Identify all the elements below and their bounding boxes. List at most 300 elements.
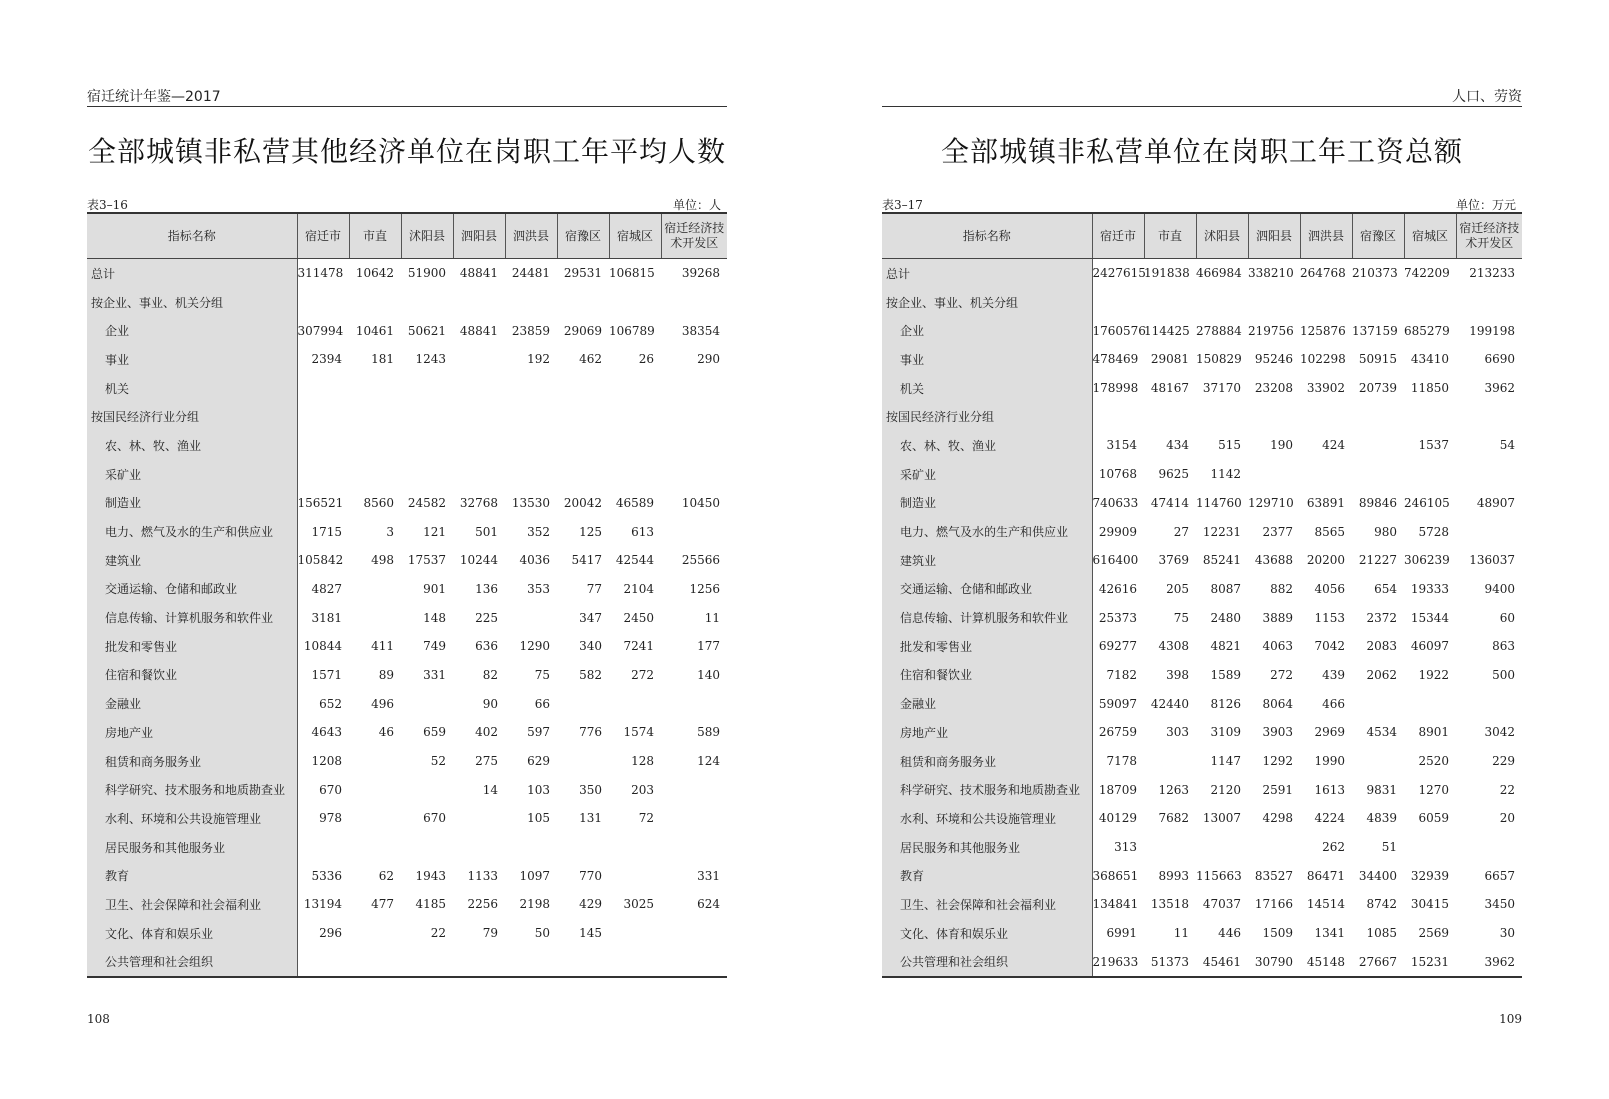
table-cell: 10642 — [355, 266, 394, 281]
table-cell: 83527 — [1254, 868, 1293, 883]
table-cell: 1133 — [467, 868, 498, 883]
table-cell — [453, 374, 505, 403]
table-cell: 27667 — [1358, 954, 1397, 969]
table-cell: 21227 — [1358, 553, 1397, 568]
table-cell: 303 — [1166, 725, 1189, 740]
row-label: 批发和零售业 — [882, 632, 1092, 661]
table-cell: 307994 — [297, 323, 344, 338]
table-cell: 69277 — [1098, 639, 1137, 654]
table-cell — [609, 689, 661, 718]
table-cell — [297, 460, 349, 489]
table-cell: 10450 — [681, 495, 720, 510]
table-cell: 685279 — [1404, 323, 1450, 338]
table-cell: 1270 — [1418, 782, 1449, 797]
table-cell: 4224 — [1314, 811, 1345, 826]
column-header: 宿迁市 — [1092, 213, 1144, 259]
row-label: 水利、环境和公共设施管理业 — [882, 804, 1092, 833]
table-cell: 4839 — [1366, 811, 1397, 826]
table-cell: 3889 — [1262, 610, 1293, 625]
row-label: 信息传输、计算机服务和软件业 — [882, 603, 1092, 632]
table-cell: 275 — [475, 754, 498, 769]
table-cell: 13194 — [303, 897, 342, 912]
row-label: 租赁和商务服务业 — [87, 747, 297, 776]
table-row — [87, 460, 727, 489]
table-row — [882, 833, 1522, 862]
table-cell: 86471 — [1306, 868, 1345, 883]
table-cell: 47037 — [1202, 897, 1241, 912]
row-label: 电力、燃气及水的生产和供应业 — [882, 517, 1092, 546]
table-cell: 219756 — [1248, 323, 1294, 338]
table-cell: 6991 — [1106, 926, 1137, 941]
table-cell — [505, 402, 557, 431]
table-cell: 1243 — [415, 352, 446, 367]
table-cell: 1715 — [311, 524, 342, 539]
table-cell: 770 — [579, 868, 602, 883]
table-cell: 43410 — [1410, 352, 1449, 367]
row-label: 科学研究、技术服务和地质勘查业 — [882, 775, 1092, 804]
table-cell: 6059 — [1418, 811, 1449, 826]
table-cell: 4827 — [311, 581, 342, 596]
table-cell: 636 — [475, 639, 498, 654]
table-cell: 659 — [423, 725, 446, 740]
table-cell — [609, 833, 661, 862]
row-label: 制造业 — [882, 489, 1092, 518]
row-label: 金融业 — [882, 689, 1092, 718]
row-label: 房地产业 — [882, 718, 1092, 747]
table-cell — [557, 833, 609, 862]
table-cell: 2120 — [1210, 782, 1241, 797]
table-header-row — [882, 213, 1522, 259]
table-cell: 199198 — [1469, 323, 1515, 338]
table-cell: 9625 — [1158, 467, 1189, 482]
table-cell: 8993 — [1158, 868, 1189, 883]
table-cell — [505, 288, 557, 317]
table-cell: 262 — [1322, 840, 1345, 855]
table-cell: 15344 — [1410, 610, 1449, 625]
right-page — [882, 0, 1522, 1099]
table-row — [882, 632, 1522, 661]
table-row — [882, 890, 1522, 919]
table-cell: 9400 — [1484, 581, 1515, 596]
table-row — [882, 661, 1522, 690]
table-cell: 10244 — [459, 553, 498, 568]
table-cell: 29909 — [1098, 524, 1137, 539]
table-cell: 7182 — [1106, 667, 1137, 682]
table-cell: 46589 — [615, 495, 654, 510]
stat-table — [87, 212, 727, 978]
table-cell: 136037 — [1469, 553, 1515, 568]
table-cell: 652 — [319, 696, 342, 711]
table-cell: 95246 — [1254, 352, 1293, 367]
table-cell — [661, 804, 727, 833]
table-cell: 105 — [527, 811, 550, 826]
page-title: 全部城镇非私营其他经济单位在岗职工年平均人数 — [87, 135, 726, 168]
table-cell — [609, 919, 661, 948]
row-label: 住宿和餐饮业 — [882, 661, 1092, 690]
table-cell — [557, 689, 609, 718]
row-label: 居民服务和其他服务业 — [882, 833, 1092, 862]
table-cell: 90 — [482, 696, 498, 711]
table-row — [882, 345, 1522, 374]
row-label: 事业 — [87, 345, 297, 374]
table-cell — [1248, 460, 1300, 489]
table-cell — [1196, 833, 1248, 862]
table-cell: 347 — [579, 610, 602, 625]
table-cell: 350 — [579, 782, 602, 797]
table-row — [882, 575, 1522, 604]
table-cell: 515 — [1218, 438, 1241, 453]
table-cell: 105842 — [297, 553, 344, 568]
table-cell: 38354 — [681, 323, 720, 338]
table-cell: 178998 — [1092, 381, 1139, 396]
table-cell — [661, 288, 727, 317]
table-cell — [349, 775, 401, 804]
table-cell — [1404, 833, 1456, 862]
table-cell — [1092, 402, 1144, 431]
table-cell: 496 — [371, 696, 394, 711]
table-cell — [609, 374, 661, 403]
row-label: 科学研究、技术服务和地质勘查业 — [87, 775, 297, 804]
table-cell: 5336 — [311, 868, 342, 883]
table-cell: 424 — [1322, 438, 1345, 453]
table-cell — [401, 374, 453, 403]
table-cell: 3025 — [623, 897, 654, 912]
table-cell — [1352, 431, 1404, 460]
table-cell: 882 — [1270, 581, 1293, 596]
table-cell: 54 — [1499, 438, 1515, 453]
row-label: 房地产业 — [87, 718, 297, 747]
table-cell — [349, 603, 401, 632]
table-row — [882, 374, 1522, 403]
table-cell: 1263 — [1158, 782, 1189, 797]
table-cell: 43688 — [1254, 553, 1293, 568]
table-cell: 29081 — [1150, 352, 1189, 367]
row-label: 金融业 — [87, 689, 297, 718]
table-cell: 3769 — [1158, 553, 1189, 568]
table-cell — [1456, 460, 1522, 489]
table-cell — [401, 431, 453, 460]
table-cell: 1943 — [415, 868, 446, 883]
table-row — [87, 919, 727, 948]
table-cell: 75 — [534, 667, 550, 682]
table-row — [87, 689, 727, 718]
table-cell — [401, 288, 453, 317]
table-header-row — [87, 213, 727, 259]
table-cell: 398 — [1166, 667, 1189, 682]
table-cell: 776 — [579, 725, 602, 740]
table-cell — [1456, 689, 1522, 718]
table-cell — [1248, 402, 1300, 431]
table-cell: 191838 — [1144, 266, 1190, 281]
table-cell: 48167 — [1150, 381, 1189, 396]
table-cell: 106815 — [609, 266, 655, 281]
running-head — [882, 86, 1522, 107]
table-cell: 39268 — [681, 266, 720, 281]
table-cell: 75 — [1173, 610, 1189, 625]
table-cell: 501 — [475, 524, 498, 539]
table-cell — [1404, 460, 1456, 489]
table-cell — [505, 431, 557, 460]
table-cell: 654 — [1374, 581, 1397, 596]
row-label: 制造业 — [87, 489, 297, 518]
table-cell: 50915 — [1358, 352, 1397, 367]
table-cell: 22 — [430, 926, 446, 941]
row-label: 机关 — [882, 374, 1092, 403]
table-cell: 2104 — [623, 581, 654, 596]
table-cell: 1574 — [623, 725, 654, 740]
table-cell — [1144, 833, 1196, 862]
table-cell: 148 — [423, 610, 446, 625]
table-row — [87, 402, 727, 431]
column-header: 宿城区 — [1404, 213, 1456, 259]
table-cell: 145 — [579, 926, 602, 941]
table-cell: 616400 — [1092, 553, 1139, 568]
table-cell: 8087 — [1210, 581, 1241, 596]
table-cell: 2520 — [1418, 754, 1449, 769]
table-cell: 59097 — [1098, 696, 1137, 711]
table-cell: 1142 — [1210, 467, 1241, 482]
table-cell: 37170 — [1202, 381, 1241, 396]
table-cell: 190 — [1270, 438, 1293, 453]
table-cell: 4036 — [519, 553, 550, 568]
table-cell — [297, 431, 349, 460]
table-cell — [661, 402, 727, 431]
table-cell — [505, 948, 557, 978]
table-cell: 4063 — [1262, 639, 1293, 654]
table-cell: 352 — [527, 524, 550, 539]
table-cell — [557, 374, 609, 403]
table-cell: 225 — [475, 610, 498, 625]
table-cell: 8560 — [363, 495, 394, 510]
table-cell: 42544 — [615, 553, 654, 568]
table-row — [882, 517, 1522, 546]
table-cell: 13518 — [1150, 897, 1189, 912]
table-row — [882, 804, 1522, 833]
table-cell: 311478 — [297, 266, 344, 281]
table-cell: 8742 — [1366, 897, 1397, 912]
table-cell: 1613 — [1314, 782, 1345, 797]
table-cell: 4308 — [1158, 639, 1189, 654]
row-label: 卫生、社会保障和社会福利业 — [882, 890, 1092, 919]
table-row — [882, 288, 1522, 317]
row-label: 按企业、事业、机关分组 — [87, 288, 297, 317]
table-cell: 7682 — [1158, 811, 1189, 826]
table-cell: 582 — [579, 667, 602, 682]
table-cell: 901 — [423, 581, 446, 596]
table-cell: 402 — [475, 725, 498, 740]
table-cell: 7042 — [1314, 639, 1345, 654]
table-cell — [453, 431, 505, 460]
table-cell: 30415 — [1410, 897, 1449, 912]
table-cell: 25566 — [681, 553, 720, 568]
table-cell: 9831 — [1366, 782, 1397, 797]
row-label: 文化、体育和娱乐业 — [87, 919, 297, 948]
table-unit: 单位：人 — [672, 198, 721, 212]
table-cell: 77 — [586, 581, 602, 596]
table-cell: 205 — [1166, 581, 1189, 596]
table-cell: 1990 — [1314, 754, 1345, 769]
table-row — [882, 948, 1522, 978]
table-cell — [505, 833, 557, 862]
table-cell: 156521 — [297, 495, 344, 510]
table-cell — [349, 460, 401, 489]
table-cell: 8565 — [1314, 524, 1345, 539]
table-cell: 477 — [371, 897, 394, 912]
column-header: 宿城区 — [609, 213, 661, 259]
table-cell: 23208 — [1254, 381, 1293, 396]
table-cell — [349, 919, 401, 948]
column-header: 沭阳县 — [1196, 213, 1248, 259]
column-header: 泗阳县 — [1248, 213, 1300, 259]
table-cell: 13530 — [511, 495, 550, 510]
table-cell: 500 — [1492, 667, 1515, 682]
table-cell — [297, 374, 349, 403]
table-row — [882, 919, 1522, 948]
table-cell — [1404, 689, 1456, 718]
table-cell: 203 — [631, 782, 654, 797]
table-cell — [1300, 402, 1352, 431]
column-header-indicator: 指标名称 — [87, 213, 297, 259]
table-cell: 13007 — [1202, 811, 1241, 826]
page-number: 109 — [1499, 1012, 1522, 1026]
row-label: 租赁和商务服务业 — [882, 747, 1092, 776]
table-cell — [505, 460, 557, 489]
table-cell: 466 — [1322, 696, 1345, 711]
table-cell: 181 — [371, 352, 394, 367]
table-cell: 33902 — [1306, 381, 1345, 396]
table-cell — [297, 948, 349, 978]
table-cell: 462 — [579, 352, 602, 367]
table-cell: 62 — [378, 868, 394, 883]
table-cell — [297, 402, 349, 431]
table-cell: 27 — [1173, 524, 1189, 539]
table-cell: 89846 — [1358, 495, 1397, 510]
table-cell: 63891 — [1306, 495, 1345, 510]
table-cell — [401, 460, 453, 489]
table-cell: 331 — [423, 667, 446, 682]
table-cell: 1509 — [1262, 926, 1293, 941]
table-cell: 498 — [371, 553, 394, 568]
table-cell: 2569 — [1418, 926, 1449, 941]
table-cell: 246105 — [1404, 495, 1450, 510]
table-cell: 1208 — [311, 754, 342, 769]
table-cell: 3450 — [1484, 897, 1515, 912]
table-cell: 137159 — [1352, 323, 1398, 338]
table-cell: 670 — [319, 782, 342, 797]
row-label: 公共管理和社会组织 — [882, 948, 1092, 978]
table-cell: 14 — [482, 782, 498, 797]
table-cell: 629 — [527, 754, 550, 769]
table-cell: 340 — [579, 639, 602, 654]
table-cell: 2969 — [1314, 725, 1345, 740]
table-cell: 48841 — [459, 266, 498, 281]
table-cell: 589 — [697, 725, 720, 740]
table-row — [882, 775, 1522, 804]
table-cell: 210373 — [1352, 266, 1398, 281]
column-header-indicator: 指标名称 — [882, 213, 1092, 259]
row-label: 事业 — [882, 345, 1092, 374]
column-header: 宿迁市 — [297, 213, 349, 259]
table-cell: 29531 — [563, 266, 602, 281]
table-cell — [661, 948, 727, 978]
table-cell: 10768 — [1098, 467, 1137, 482]
row-label: 总计 — [882, 259, 1092, 288]
table-row — [882, 603, 1522, 632]
row-label: 机关 — [87, 374, 297, 403]
table-cell — [1196, 402, 1248, 431]
row-label: 建筑业 — [87, 546, 297, 575]
table-row — [87, 374, 727, 403]
table-cell — [557, 402, 609, 431]
table-cell: 1085 — [1366, 926, 1397, 941]
running-head-text: 宿迁统计年鉴—2017 — [87, 89, 221, 105]
table-cell: 313 — [1114, 840, 1137, 855]
table-cell: 6657 — [1484, 868, 1515, 883]
row-label: 交通运输、仓储和邮政业 — [882, 575, 1092, 604]
table-cell: 45148 — [1306, 954, 1345, 969]
table-row — [87, 632, 727, 661]
table-row — [882, 259, 1522, 288]
table-cell — [453, 833, 505, 862]
table-cell: 429 — [579, 897, 602, 912]
table-cell: 22 — [1499, 782, 1515, 797]
row-label: 建筑业 — [882, 546, 1092, 575]
table-cell: 478469 — [1092, 352, 1139, 367]
table-cell: 47414 — [1150, 495, 1189, 510]
table-cell — [1144, 288, 1196, 317]
table-cell — [349, 804, 401, 833]
table-cell — [661, 374, 727, 403]
table-cell: 1147 — [1210, 754, 1241, 769]
table-cell: 272 — [631, 667, 654, 682]
table-cell — [453, 288, 505, 317]
table-cell: 742209 — [1404, 266, 1450, 281]
table-cell: 1153 — [1314, 610, 1345, 625]
table-cell: 3903 — [1262, 725, 1293, 740]
table-cell: 3042 — [1484, 725, 1515, 740]
table-cell: 1341 — [1314, 926, 1345, 941]
table-cell — [609, 861, 661, 890]
table-cell — [661, 460, 727, 489]
stat-table — [882, 212, 1522, 978]
table-cell: 11 — [704, 610, 720, 625]
table-cell — [661, 775, 727, 804]
table-cell — [1248, 833, 1300, 862]
row-label: 卫生、社会保障和社会福利业 — [87, 890, 297, 919]
page-title: 全部城镇非私营单位在岗职工年工资总额 — [940, 135, 1463, 168]
table-cell: 8064 — [1262, 696, 1293, 711]
table-cell: 23859 — [511, 323, 550, 338]
table-cell: 978 — [319, 811, 342, 826]
table-row — [882, 546, 1522, 575]
table-cell: 14514 — [1306, 897, 1345, 912]
table-cell: 4534 — [1366, 725, 1397, 740]
column-header: 泗阳县 — [453, 213, 505, 259]
column-header: 宿豫区 — [557, 213, 609, 259]
table-cell: 11 — [1173, 926, 1189, 941]
table-row — [87, 661, 727, 690]
table-cell: 129710 — [1248, 495, 1294, 510]
table-row — [87, 259, 727, 288]
table-row — [87, 890, 727, 919]
table-row — [87, 345, 727, 374]
table-cell: 45461 — [1202, 954, 1241, 969]
table-cell — [453, 345, 505, 374]
table-cell: 3962 — [1484, 381, 1515, 396]
table-cell: 72 — [638, 811, 654, 826]
table-cell — [505, 374, 557, 403]
table-cell: 4185 — [415, 897, 446, 912]
